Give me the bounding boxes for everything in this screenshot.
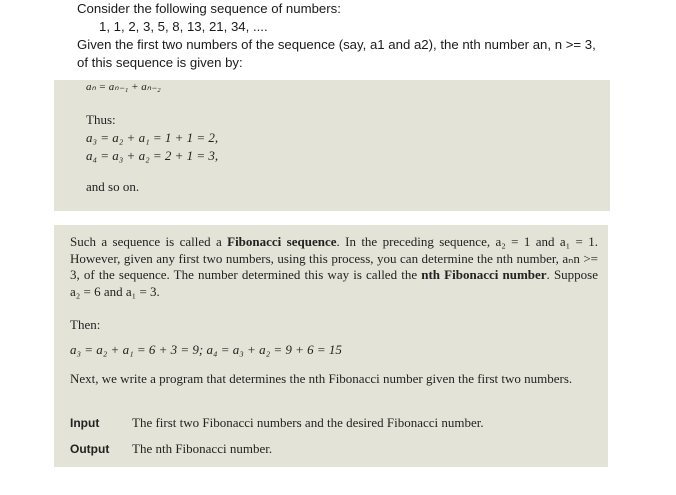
fibonacci-example-equation: a₃ = a₂ + a₁ = 6 + 3 = 9; a₄ = a₃ + a₂ = 9 + 6 = 15 [70,342,342,357]
intro-line-4: of this sequence is given by: [77,55,243,70]
output-row [70,441,272,457]
definition-text-a: Such a sequence is called a [70,234,228,249]
definition-text-b: . In the preceding sequence, a₂ = 1 and a₁ = 1. However, given any first two numbers, using this process, you can determine the nth number, aₙn >= 3, of the sequence. The number determined this way is called the [70,234,598,282]
input-row [70,415,484,431]
fibonacci-box [54,225,608,467]
recurrence-formula: aₙ = aₙ₋₁ + aₙ₋₂ [86,81,161,93]
example-equation-2: a₄ = a₃ + a₂ = 2 + 1 = 3, [86,148,219,163]
fibonacci-sequence-term: Fibonacci sequence [227,234,337,249]
fibonacci-definition [70,234,598,300]
definition-text-c: . Suppose a₂ = 6 and a₁ = 3. [70,267,598,299]
example-equation-1: a₃ = a₂ + a₁ = 1 + 1 = 2, [86,130,219,145]
input-description: The first two Fibonacci numbers and the desired Fibonacci number. [132,415,484,430]
next-paragraph: Next, we write a program that determines the nth Fibonacci number given the first two numbers. [70,371,573,386]
and-so-on: and so on. [86,179,140,194]
intro-line-3: Given the first two numbers of the sequence (say, a1 and a2), the nth number an, n >= 3, [77,37,596,52]
sequence-line: 1, 1, 2, 3, 5, 8, 13, 21, 34, .... [99,19,268,34]
nth-fibonacci-term: nth Fibonacci number [421,267,547,282]
input-label: Input [70,416,100,430]
thus-label: Thus: [86,112,116,127]
output-label: Output [70,442,110,456]
intro-line-1: Consider the following sequence of numbers: [77,1,341,16]
output-description: The nth Fibonacci number. [132,441,273,456]
then-label: Then: [70,317,101,332]
recurrence-box [54,80,610,211]
intro-text [77,0,672,72]
